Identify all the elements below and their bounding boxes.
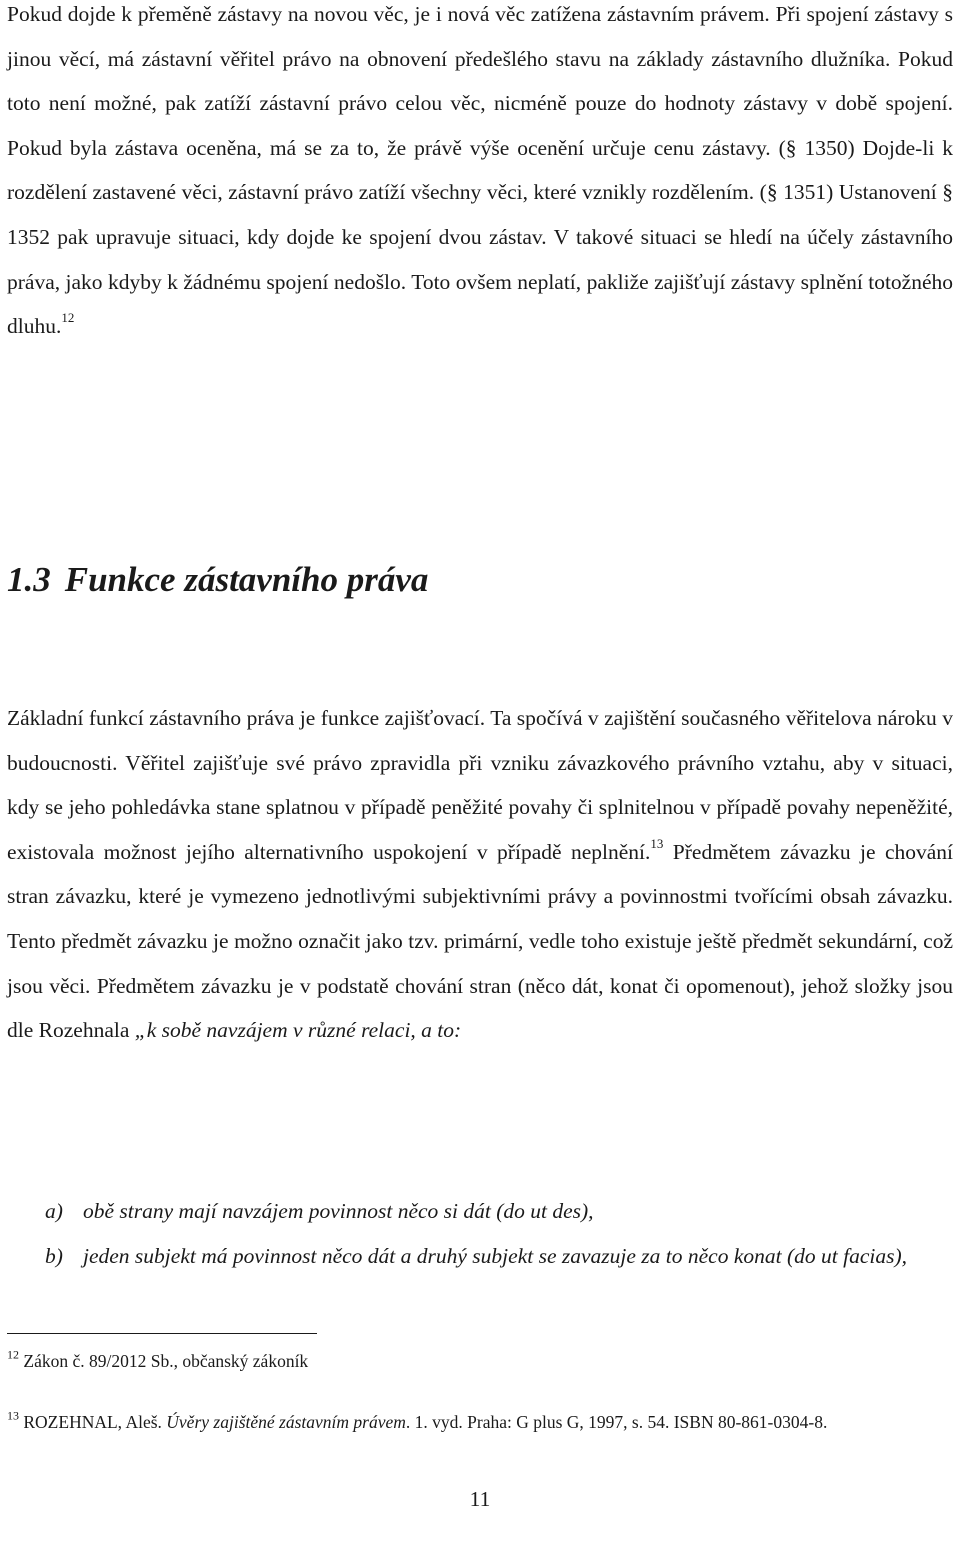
- footnote-book-title: Úvěry zajištěné zástavním právem: [166, 1412, 406, 1432]
- list-marker: a): [45, 1199, 63, 1223]
- paragraph-2-text-a: Základní funkcí zástavního práva je funkce zajišťovací. Ta spočívá v zajištění současného věřitelova nároku v budoucnosti. Věřitel zajišťuje své právo zpravidla při vzniku závazkového právního vztahu, aby v situaci, kdy se jeho pohledávka stane splatnou v případě peněžité povahy či splnitelnou v případě povahy nepeněžité, existovala možnost jejího alternativního uspokojení v případě neplnění.: [7, 706, 953, 864]
- footnote-reference-13[interactable]: 13: [650, 835, 664, 851]
- page-number: 11: [469, 1487, 491, 1511]
- paragraph-pledge-function: [7, 696, 953, 1053]
- paragraph-2-text-b: Předmětem závazku je chování stran závazku, které je vymezeno jednotlivými subjektivními právy a povinnostmi tvořícími obsah závazku. Tento předmět závazku je možno označit jako tzv. primární, vedle toho existuje ještě předmět sekundární, což jsou věci. Předmětem závazku je v podstatě chování stran (něco dát, konat či opomenout), jehož složky jsou dle Rozehnala: [7, 839, 953, 1043]
- footnote-author: ROZEHNAL, Aleš.: [23, 1412, 167, 1432]
- footnote-text: Zákon č. 89/2012 Sb., občanský zákoník: [23, 1351, 309, 1371]
- list-item: [7, 1189, 953, 1234]
- footnote-publication-info: . 1. vyd. Praha: G plus G, 1997, s. 54. ISBN 80-861-0304-8.: [405, 1412, 828, 1432]
- footnote-separator: [7, 1333, 317, 1334]
- footnote-reference-12[interactable]: 12: [61, 310, 75, 326]
- section-number: 1.3: [7, 560, 51, 599]
- paragraph-pledge-transformation: [7, 0, 953, 349]
- list-marker: b): [45, 1243, 63, 1268]
- section-title: Funkce zástavního práva: [64, 560, 429, 599]
- list-item-text: jeden subjekt má povinnost něco dát a druhý subjekt se zavazuje za to něco konat (do ut facias),: [83, 1243, 908, 1268]
- obligation-types-list: [7, 1189, 953, 1278]
- footnote-number: 12: [7, 1347, 19, 1362]
- list-item-text: obě strany mají navzájem povinnost něco si dát (do ut des),: [83, 1199, 594, 1223]
- paragraph-2-quote: „k sobě navzájem v různé relaci, a to:: [134, 1018, 462, 1043]
- footnote-number: 13: [7, 1408, 19, 1423]
- footnote-12: [7, 1342, 953, 1380]
- list-item: [7, 1234, 953, 1279]
- section-heading: [7, 560, 428, 600]
- paragraph-1-text: Pokud dojde k přeměně zástavy na novou věc, je i nová věc zatížena zástavním právem. Při spojení zástavy s jinou věcí, má zástavní věřitel právo na obnovení předešlého stavu na základy zástavního dlužníka. Pokud toto není možné, pak zatíží zástavní právo celou věc, nicméně pouze do hodnoty zástavy v době spojení. Pokud byla zástava oceněna, má se za to, že právě výše ocenění určuje cenu zástavy. (§ 1350) Dojde-li k rozdělení zastavené věci, zástavní právo zatíží všechny věci, které vznikly rozdělením. (§ 1351) Ustanovení § 1352 pak upravuje situaci, kdy dojde ke spojení dvou zástav. V takové situaci se hledí na účely zástavního práva, jako kdyby k žádnému spojení nedošlo. Toto ovšem neplatí, pakliže zajišťují zástavy splnění totožného dluhu.: [7, 2, 953, 339]
- footnote-13: [7, 1403, 953, 1441]
